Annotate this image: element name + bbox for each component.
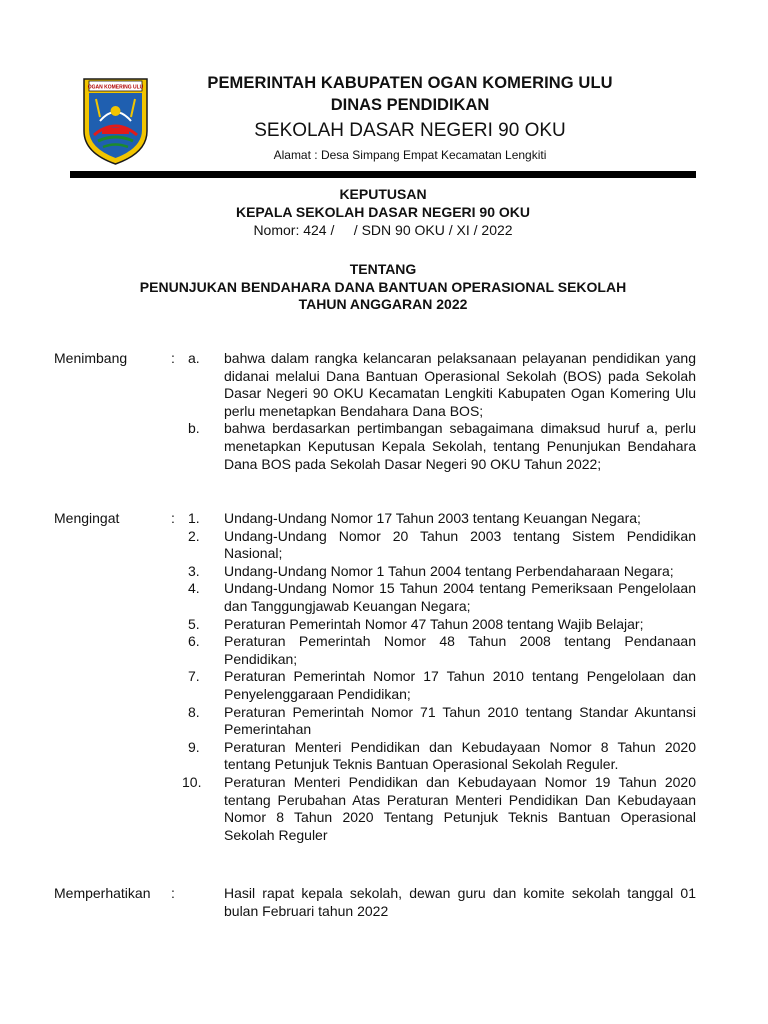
section-label: Menimbang xyxy=(54,350,128,366)
letterhead-divider xyxy=(70,171,696,178)
item-text: Peraturan Pemerintah Nomor 71 Tahun 2010 tentang Standar Akuntansi Pemerintahan xyxy=(224,703,696,738)
subject-line-2: TAHUN ANGGARAN 2022 xyxy=(298,296,468,312)
item-marker: 7. xyxy=(188,668,200,685)
letterhead-address: Alamat : Desa Simpang Empat Kecamatan Lengkiti xyxy=(273,148,547,162)
list-item xyxy=(54,633,696,668)
letterhead xyxy=(160,72,660,164)
item-marker: 2. xyxy=(188,527,200,544)
subject-heading: TENTANG xyxy=(349,261,417,277)
item-text: bahwa berdasarkan pertimbangan sebagaimana dimaksud huruf a, perlu menetapkan Keputusan Kepala Sekolah, tentang Penunjukan Bendahara Dana BOS pada Sekolah Dasar Negeri 90 OKU Tahun 2022; xyxy=(224,420,696,472)
item-marker: 10. xyxy=(182,773,202,790)
section-label: Memperhatikan xyxy=(54,885,151,901)
logo-lettering: OGAN KOMERING ULU xyxy=(87,84,144,91)
item-text: Undang-Undang Nomor 20 Tahun 2003 tentang Sistem Pendidikan Nasional; xyxy=(224,527,696,562)
section-menimbang xyxy=(54,350,696,473)
list-item xyxy=(54,616,696,634)
section-text: Hasil rapat kepala sekolah, dewan guru dan komite sekolah tanggal 01 bulan Februari tahun 2022 xyxy=(224,885,696,919)
item-text: Peraturan Menteri Pendidikan dan Kebudayaan Nomor 8 Tahun 2020 tentang Petunjuk Teknis Bantuan Operasional Sekolah Reguler. xyxy=(224,738,696,773)
list-item xyxy=(54,668,696,703)
list-item xyxy=(54,563,696,581)
decision-header xyxy=(70,186,696,240)
list-item xyxy=(54,510,696,528)
list-item xyxy=(54,580,696,615)
section-memperhatikan xyxy=(54,885,696,920)
item-text: Peraturan Pemerintah Nomor 47 Tahun 2008 tentang Wajib Belajar; xyxy=(224,615,644,632)
list-item xyxy=(54,420,696,473)
item-marker: 3. xyxy=(188,562,200,579)
section-colon: : xyxy=(171,885,175,901)
section-colon: : xyxy=(171,350,175,366)
item-marker: a. xyxy=(188,350,200,366)
item-marker: 1. xyxy=(188,510,200,526)
decision-title: KEPUTUSAN xyxy=(339,186,427,202)
regency-emblem-logo xyxy=(78,73,153,166)
list-item xyxy=(54,739,696,774)
section-colon: : xyxy=(171,510,175,526)
item-text: bahwa dalam rangka kelancaran pelaksanaan pelayanan pendidikan yang didanai melalui Dana Bantuan Operasional Sekolah (BOS) pada Sekolah Dasar Negeri 90 OKU Kecamatan Lengkiti Kabupaten Ogan Komering Ulu perlu menetapkan Bendahara Dana BOS; xyxy=(224,350,696,419)
item-text: Peraturan Pemerintah Nomor 48 Tahun 2008 tentang Pendanaan Pendidikan; xyxy=(224,633,696,667)
decision-issuer: KEPALA SEKOLAH DASAR NEGERI 90 OKU xyxy=(235,203,531,220)
letterhead-department: DINAS PENDIDIKAN xyxy=(330,96,490,114)
list-item xyxy=(54,528,696,563)
item-marker: 8. xyxy=(188,703,200,720)
list-item xyxy=(54,704,696,739)
item-text: Peraturan Menteri Pendidikan dan Kebudayaan Nomor 19 Tahun 2020 tentang Perubahan Atas Peraturan Menteri Pendidikan Dan Kebudayaan Nomor 8 Tahun 2020 Tentang Petunjuk Teknis Bantuan Operasional Sekolah Reguler xyxy=(224,773,696,843)
list-item xyxy=(54,350,696,420)
item-text: Undang-Undang Nomor 15 Tahun 2004 tentang Pemeriksaan Pengelolaan dan Tanggungjawab Keuangan Negara; xyxy=(224,580,696,614)
subject-header xyxy=(70,261,696,314)
item-marker: 4. xyxy=(188,580,200,597)
letterhead-government: PEMERINTAH KABUPATEN OGAN KOMERING ULU xyxy=(207,74,613,92)
list-item xyxy=(54,774,696,844)
item-text: Undang-Undang Nomor 1 Tahun 2004 tentang Perbendaharaan Negara; xyxy=(224,562,674,579)
subject-line-1: PENUNJUKAN BENDAHARA DANA BANTUAN OPERASIONAL SEKOLAH xyxy=(139,278,627,295)
item-text: Undang-Undang Nomor 17 Tahun 2003 tentang Keuangan Negara; xyxy=(224,510,641,526)
item-marker: 6. xyxy=(188,633,200,650)
section-label: Mengingat xyxy=(54,510,120,526)
decision-number: Nomor: 424 / / SDN 90 OKU / XI / 2022 xyxy=(253,222,513,238)
section-mengingat xyxy=(54,510,696,844)
item-marker: 9. xyxy=(188,738,200,755)
item-text: Peraturan Pemerintah Nomor 17 Tahun 2010 tentang Pengelolaan dan Penyelenggaraan Pendidikan; xyxy=(224,668,696,702)
letterhead-school-name: SEKOLAH DASAR NEGERI 90 OKU xyxy=(254,120,566,141)
item-marker: 5. xyxy=(188,615,200,632)
item-marker: b. xyxy=(188,420,200,437)
